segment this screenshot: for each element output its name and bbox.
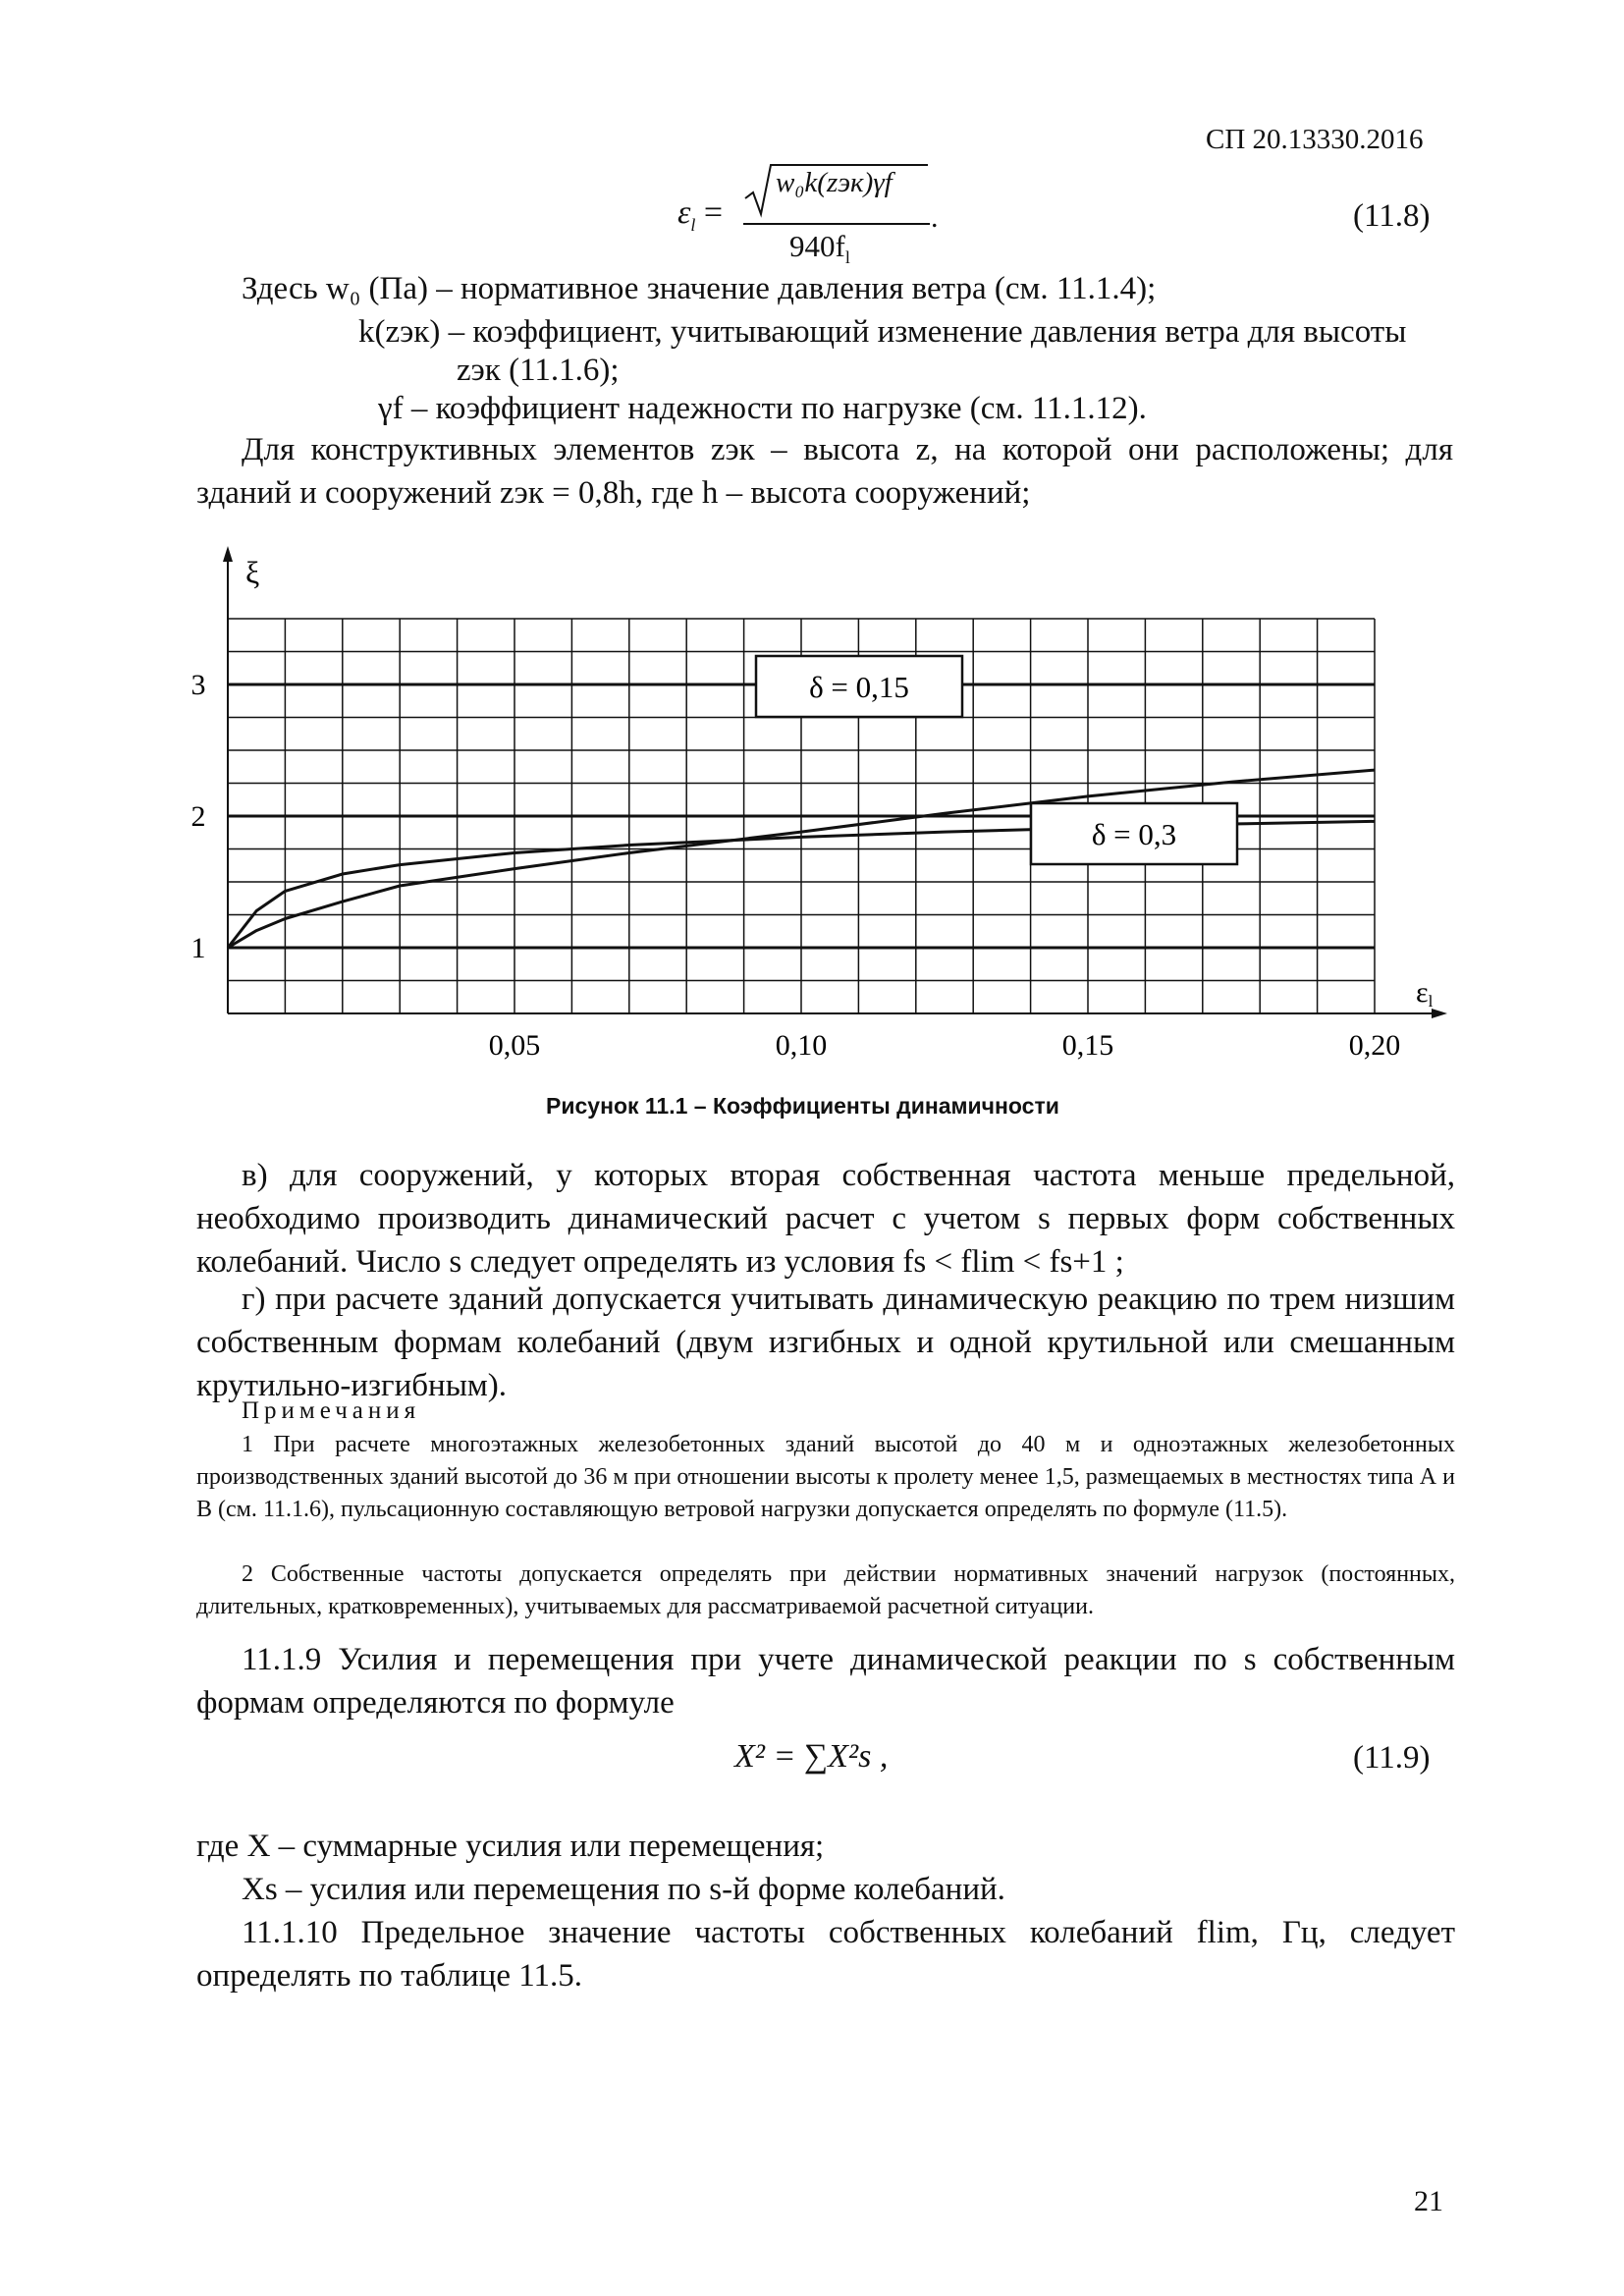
note-2: 2 Собственные частоты допускается определять при действии нормативных значений нагрузок (постоянных, длительных, кратковременных), учитываемых для рассматриваемой расчетной ситуации.	[196, 1561, 1455, 1619]
x-tick-label: 0,05	[488, 1029, 541, 1062]
paragraph-g: г) при расчете зданий допускается учитывать динамическую реакцию по трем низшим собственным формам колебаний (двум изгибных и одной крутильной или смешанным крутильно-изгибным).	[196, 1282, 1455, 1403]
y-axis-arrow	[223, 546, 233, 562]
where-xs: Xs – усилия или перемещения по s-й форме колебаний.	[242, 1872, 1005, 1907]
paragraph-v: в) для сооружений, у которых вторая собственная частота меньше предельной, необходимо производить динамический расчет с учетом s первых форм собственных колебаний. Число s следует определять из условия fs < flim < fs+1 ;	[196, 1158, 1455, 1280]
where-x: где X – суммарные усилия или перемещения;	[196, 1829, 825, 1864]
note-1: 1 При расчете многоэтажных железобетонных зданий высотой до 40 м и одноэтажных железобетонных производственных зданий высотой до 36 м при отношении высоты к пролету менее 1,5, размещаемых в местностях типа А и В (см. 11.1.6), пульсационную составляющую ветровой нагрузки допускается определять по формуле (11.5).	[196, 1432, 1455, 1522]
figure-caption: Рисунок 11.1 – Коэффициенты динамичности	[546, 1093, 1059, 1119]
y-tick-label: 3	[190, 669, 206, 701]
eq-denominator-sub: l	[844, 247, 850, 268]
page-number: 21	[1414, 2185, 1443, 2217]
notes-title: Примечания	[242, 1397, 421, 1424]
eq-denominator: 940f	[789, 229, 845, 263]
def-gamma: γf – коэффициент надежности по нагрузке (см. 11.1.12).	[378, 391, 1147, 426]
def-k-line1: k(zэк) – коэффициент, учитывающий изменение давления ветра для высоты	[358, 314, 1407, 350]
series-label: δ = 0,3	[1091, 817, 1177, 851]
x-tick-label: 0,10	[775, 1029, 828, 1062]
y-tick-label: 1	[190, 932, 206, 964]
def-k-line2: zэк (11.1.6);	[457, 353, 620, 388]
x-tick-label: 0,15	[1061, 1029, 1114, 1062]
chart-legend-boxes	[756, 656, 1237, 864]
y-axis-label: ξ	[245, 555, 260, 590]
eq-lhs-sub: l	[690, 214, 696, 235]
def-zek: Для конструктивных элементов zэк – высота z, на которой они расположены; для зданий и сооружений zэк = 0,8h, где h – высота сооружений;	[196, 432, 1453, 511]
equation-number-11-8: (11.8)	[1353, 198, 1431, 234]
dynamic-coefficient-chart	[177, 540, 1473, 1070]
paragraph-11-1-10: 11.1.10 Предельное значение частоты собственных колебаний flim, Гц, следует определять по таблице 11.5.	[196, 1915, 1455, 1994]
equation-number-11-9: (11.9)	[1353, 1740, 1431, 1776]
x-axis-label: εl	[1416, 976, 1434, 1011]
standard-code: СП 20.13330.2016	[1206, 124, 1424, 155]
def-w0: Здесь w₀ (Па) – нормативное значение давления ветра (см. 11.1.4);	[242, 271, 1157, 306]
series-label: δ = 0,15	[809, 670, 909, 704]
x-axis-arrow	[1432, 1009, 1447, 1018]
paragraph-11-1-9: 11.1.9 Усилия и перемещения при учете динамической реакции по s собственным формам определяются по формуле	[196, 1642, 1455, 1721]
x-axis-label-sub: l	[1428, 992, 1434, 1011]
eq-numerator: w₀k(zэк)γf	[776, 167, 893, 198]
y-tick-label: 2	[190, 800, 206, 833]
x-tick-label: 0,20	[1348, 1029, 1401, 1062]
equation-11-9: X² = ∑X²s ,	[734, 1738, 889, 1775]
eq-lhs: ε	[677, 194, 691, 231]
